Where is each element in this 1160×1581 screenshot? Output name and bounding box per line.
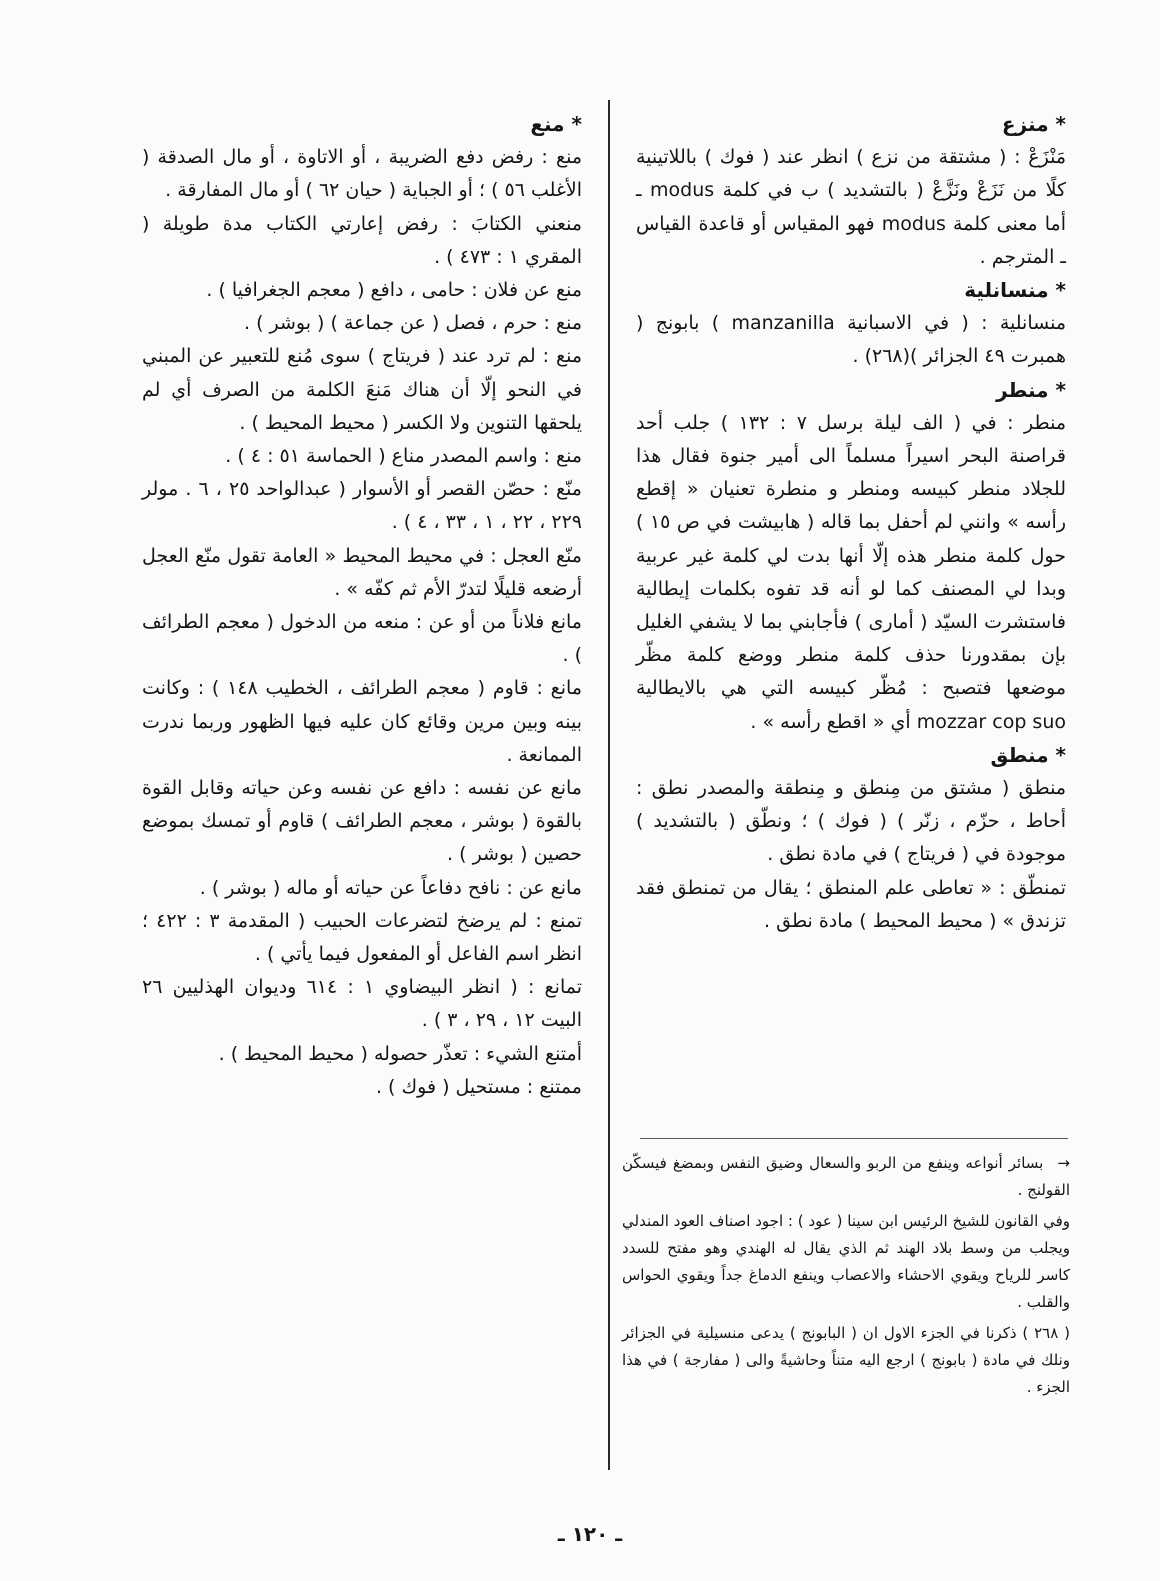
entry-text: ممتنع : مستحيل ( فوك ) . <box>375 1075 582 1098</box>
entry-text: مانع عن نفسه : دافع عن نفسه وعن حياته وقابل القوة بالقوة ( بوشر ، معجم الطرائف ) قاوم أو تمسك بموضع حصين ( بوشر ) . <box>142 777 582 866</box>
entry-text: منعني الكتابَ : رفض إعارتي الكتاب مدة طويلة ( المقري ١ : ٤٧٣ ) . <box>142 212 582 268</box>
entry-text: مانع عن : نافح دفاعاً عن حياته أو ماله ( بوشر ) . <box>199 876 582 899</box>
entry-text: منع : رفض دفع الضريبة ، أو الاتاوة ، أو مال الصدقة ( الأغلب ٥٦ ) ؛ أو الجباية ( حيان ٦٢ ) أو مال المفارقة . <box>142 146 582 202</box>
entry-heading: * منسانلية <box>964 278 1066 303</box>
entry-text: أمتنع الشيء : تعذّر حصوله ( محيط المحيط ) . <box>218 1042 582 1065</box>
entry-text: تمانع : ( انظر البيضاوي ١ : ٦١٤ وديوان الهذليين ٢٦ البيت ١٢ ، ٢٩ ، ٣ ) . <box>142 976 583 1032</box>
entry-text: مانع فلاناً من أو عن : منعه من الدخول ( معجم الطرائف ) . <box>142 611 582 667</box>
entry-text: مَنْزَعْ : ( مشتقة من نزع ) انظر عند ( فوك ) باللاتينية كلًا من نَزَعْ ونَزَّعْ ( بالتشديد ) ب في كلمة modus ـ أما معنى كلمة modus فهو المقياس أو قاعدة القياس ـ المترجم . <box>636 146 1067 268</box>
footnote-continued <box>622 1150 1070 1204</box>
entry-heading: * منزع <box>1001 112 1066 136</box>
continuation-arrow-icon: → <box>1057 1154 1070 1172</box>
entry-text: مانع : قاوم ( معجم الطرائف ، الخطيب ١٤٨ ) : وكانت بينه وبين مرين وقائع كان عليه فيها الظهور وربما ندرت الممانعة . <box>142 677 583 766</box>
entry-text: تمنطّق : « تعاطى علم المنطق ؛ يقال من تمنطق فقد تزندق » ( محيط المحيط ) مادة نطق . <box>636 876 1066 932</box>
footnote-quote: وفي القانون للشيخ الرئيس ابن سينا ( عود ) : اجود اصناف العود المندلي ويجلب من وسط بلاد الهند ثم الذي يقال له الهندي وهو مفتح للسدد كاسر للرياح ويقوي الاحشاء والاعصاب وينفع الدماغ جداً ويقوي الحواس والقلب . <box>622 1212 1070 1311</box>
footnotes <box>622 1150 1070 1405</box>
entry-text: منّع : حصّن القصر أو الأسوار ( عبدالواحد ٢٥ ، ٦ . مولر ٢٢٩ ، ٢٢ ، ١ ، ٣٣ ، ٤ ) . <box>142 478 582 534</box>
footnote-continued-text: بسائر أنواعه وينفع من الربو والسعال وضيق النفس وبمضغ فيسكّن القولنج . <box>622 1154 1070 1199</box>
entry-text: منع : واسم المصدر مناع ( الحماسة ٥١ : ٤ ) . <box>225 445 582 468</box>
entry-text: تمنع : لم يرضخ لتضرعات الحبيب ( المقدمة ٣ : ٤٢٢ ؛ انظر اسم الفاعل أو المفعول فيما يأتي ) . <box>142 909 582 966</box>
right-column <box>636 108 1066 938</box>
entry-text: منطر : في ( الف ليلة برسل ٧ : ١٣٢ ) جلب أحد قراصنة البحر اسيراً مسلماً الى أمير جنوة فقال هذا للجلاد منطر كبيسه ومنطر و منطرة تعنيان « إقطع رأسه » وانني لم أحفل بما قاله ( هابيشت في ص ١٥ ) حول كلمة منطر هذه إلّا أنها بدت لي كلمة غير عربية وبدا لي المصنف كما لو أنه قد تفوه بكلمات إيطالية فاستشرت السيّد ( أمارى ) فأجابني بما لا يشفي الغليل بإن بمقدورنا حذف كلمة منطر ووضع كلمة مظّر موضعها فتصبح : مُظّر كبيسه التي هي بالايطالية mozzar cop suo أي « اقطع رأسه » . <box>636 411 1067 733</box>
entry-text: منع : لم ترد عند ( فريتاج ) سوى مُنع للتعبير عن المبني في النحو إلّا أن هناك مَنعَ الكلمة من الصرف أي لم يلحقها التنوين ولا الكسر ( محيط المحيط ) . <box>142 345 582 434</box>
entry-heading: * منع <box>530 112 582 136</box>
footnote-rule <box>640 1138 1068 1139</box>
page-number: ـ ١٢٠ ـ <box>557 1522 623 1546</box>
entry-text: منع : حرم ، فصل ( عن جماعة ) ( بوشر ) . <box>243 312 582 335</box>
column-divider <box>608 100 610 1470</box>
entry-text: منطق ( مشتق من مِنطق و مِنطقة والمصدر نطق : أحاط ، حزّم ، زنّر ) ( فوك ) ؛ ونطّق ( بالتشديد ) موجودة في ( فريتاج ) في مادة نطق . <box>636 777 1066 866</box>
left-column <box>142 108 582 1104</box>
entry-heading: * منطق <box>990 742 1066 767</box>
entry-text: منّع العجل : في محيط المحيط « العامة تقول منّع العجل أرضعه قليلًا لتدرّ الأم ثم كفّه » . <box>142 544 582 600</box>
footnote-268: ( ٢٦٨ ) ذكرنا في الجزء الاول ان ( البابونج ) يدعى منسيلية في الجزائر ونلك في مادة ( بابونج ) ارجع اليه متناً وحاشيةً والى ( مفارجة ) في هذا الجزء . <box>622 1324 1070 1396</box>
entry-heading: * منطر <box>996 377 1066 402</box>
entry-text: منع عن فلان : حامى ، دافع ( معجم الجغرافيا ) . <box>206 279 582 302</box>
entry-text: منسانلية : ( في الاسبانية manzanilla ) بابونج ( همبرت ٤٩ الجزائر )(٢٦٨) . <box>636 312 1066 368</box>
